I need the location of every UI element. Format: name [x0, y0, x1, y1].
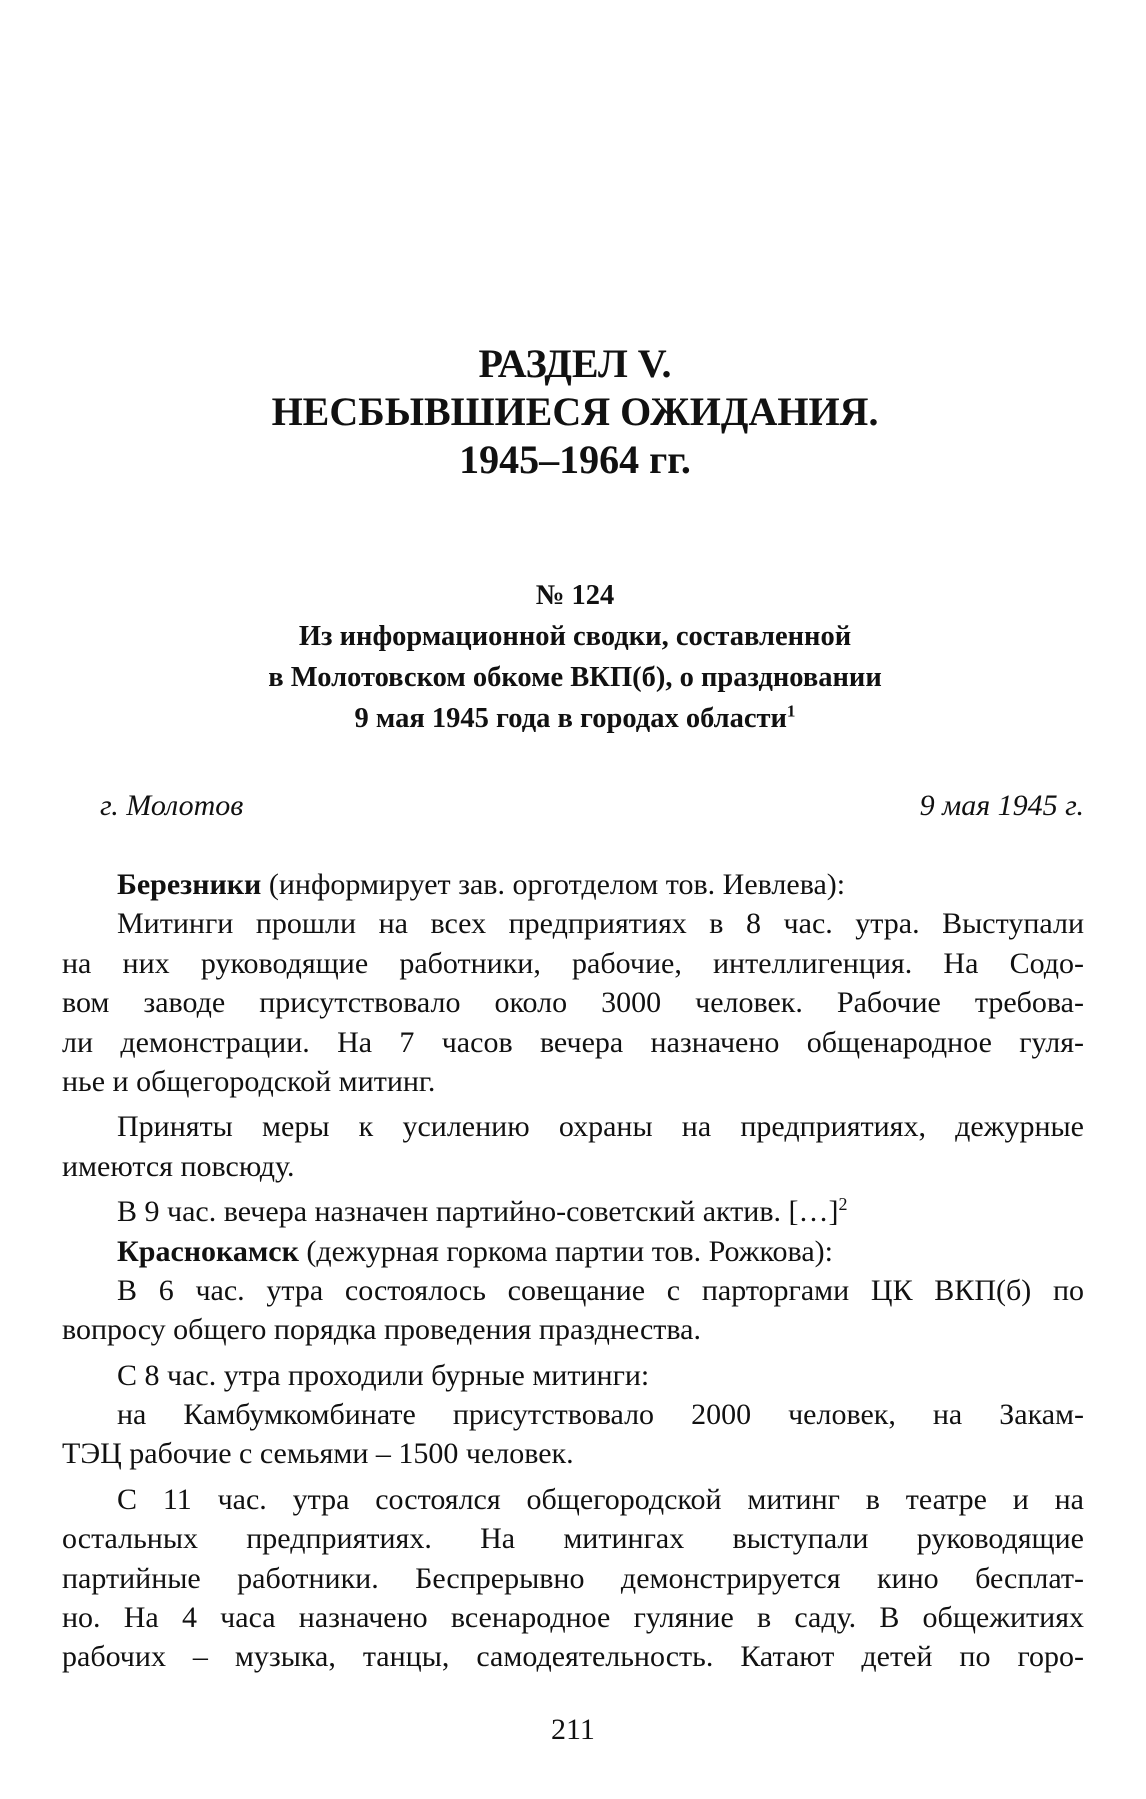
body-line: Приняты меры к усилению охраны на предприятиях, дежурные	[117, 1110, 1084, 1144]
body-line: остальных предприятиях. На митингах выступали руководящие	[62, 1522, 1084, 1556]
section-years: 1945–1964 гг.	[459, 437, 691, 482]
document-date: 9 мая 1945 г.	[919, 789, 1084, 822]
body-line	[62, 1192, 1084, 1231]
footnote-marker: 1	[786, 701, 796, 721]
document-title-line: в Молотовском обкоме ВКП(б), о праздновании	[268, 662, 882, 693]
body-line: ли демонстрации. На 7 часов вечера назначено общенародное гуля-	[62, 1025, 1084, 1059]
body-text-span: В 9 час. вечера назначен партийно-советский актив. […]	[117, 1195, 839, 1229]
body-line: партийные работники. Беспрерывно демонстрируется кино бесплат-	[62, 1561, 1084, 1595]
city-name: Краснокамск	[117, 1234, 299, 1268]
body-line: С 11 час. утра состоялся общегородской митинг в театре и на	[117, 1482, 1084, 1516]
body-line	[62, 1232, 1084, 1271]
document-body	[62, 865, 1084, 1677]
document-heading	[100, 575, 1050, 739]
body-text-span: (дежурная горкома партии тов. Рожкова):	[298, 1234, 833, 1268]
body-line: вом заводе присутствовало около 3000 человек. Рабочие требова-	[62, 986, 1084, 1020]
section-number: РАЗДЕЛ V.	[478, 341, 672, 386]
footnote-marker: 2	[838, 1194, 848, 1215]
body-line: Митинги прошли на всех предприятиях в 8 час. утра. Выступали	[117, 907, 1084, 941]
body-line: на Камбумкомбинате присутствовало 2000 человек, на Закам-	[117, 1398, 1084, 1432]
body-line: В 6 час. утра состоялось совещание с парторгами ЦК ВКП(б) по	[117, 1273, 1084, 1307]
body-text-span: (информирует зав. орготделом тов. Иевлева):	[261, 868, 846, 901]
body-line: но. На 4 часа назначено всенародное гуляние в саду. В общежитиях	[62, 1601, 1084, 1635]
document-title-line: Из информационной сводки, составленной	[298, 621, 852, 652]
body-line: рабочих – музыка, танцы, самодеятельность. Катают детей по горо-	[62, 1640, 1084, 1674]
body-line: нье и общегородской митинг.	[62, 1064, 436, 1098]
body-line: имеются повсюду.	[62, 1149, 295, 1183]
body-line: на них руководящие работники, рабочие, интеллигенция. На Содо-	[62, 946, 1084, 980]
body-line: вопросу общего порядка проведения празднества.	[62, 1313, 701, 1347]
body-line: ТЭЦ рабочие с семьями – 1500 человек.	[62, 1437, 574, 1471]
document-place: г. Молотов	[100, 789, 244, 822]
document-number: № 124	[535, 580, 615, 611]
page-number: 211	[551, 1713, 595, 1746]
body-line: С 8 час. утра проходили бурные митинги:	[117, 1358, 650, 1392]
section-name: НЕСБЫВШИЕСЯ ОЖИДАНИЯ.	[271, 389, 879, 434]
document-title-text: 9 мая 1945 года в городах области	[354, 703, 787, 734]
section-title	[100, 340, 1050, 484]
body-line	[62, 865, 1084, 904]
city-name: Березники	[117, 868, 262, 901]
document-title-line	[100, 698, 1050, 739]
